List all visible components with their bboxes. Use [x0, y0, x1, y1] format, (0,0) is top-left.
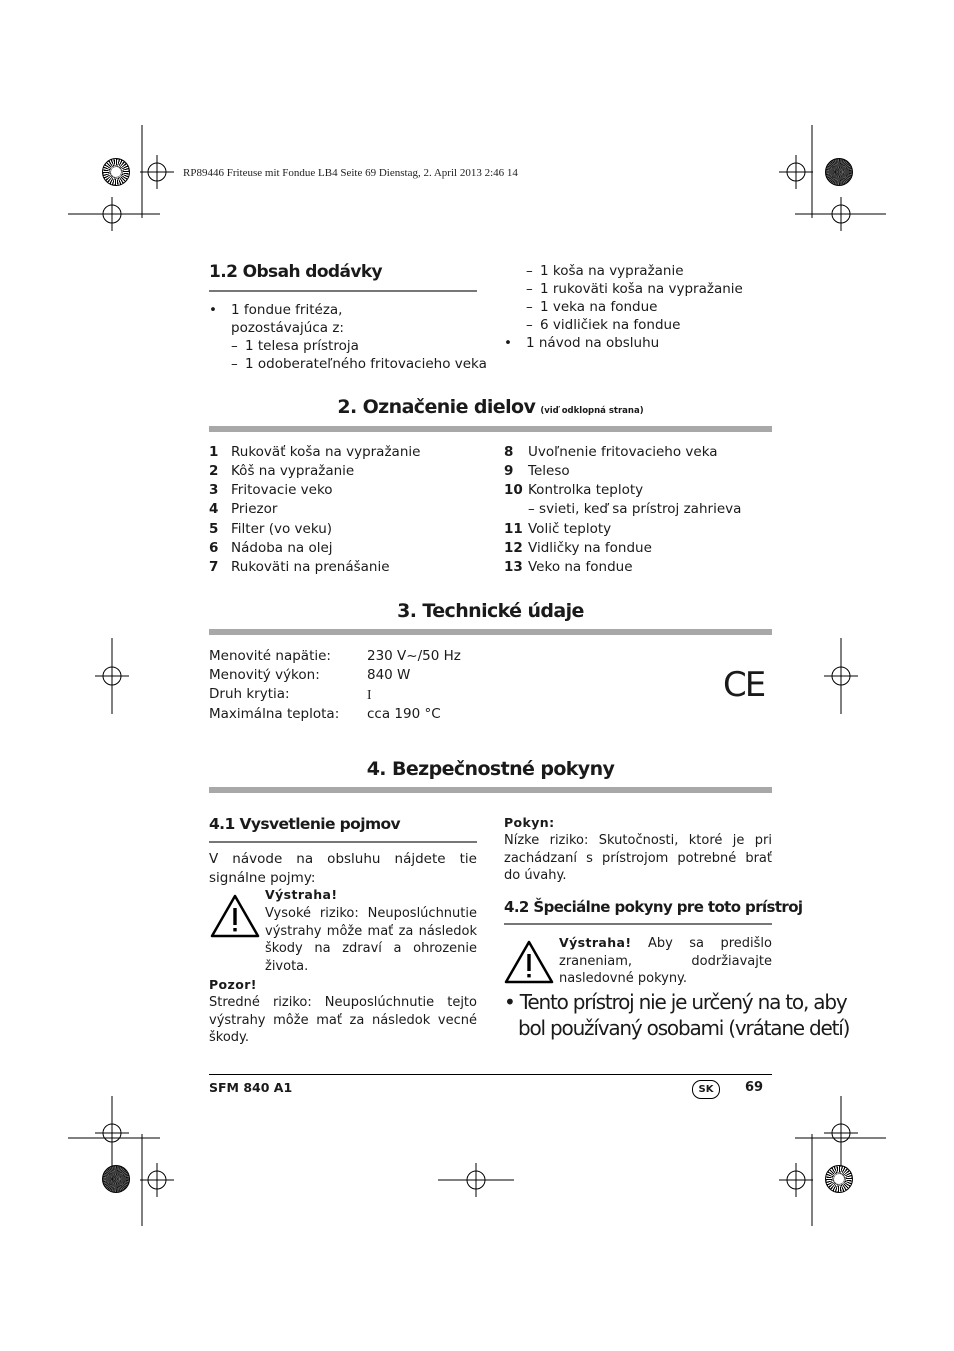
section-4-title: 4. Bezpečnostné pokyny [366, 758, 615, 780]
section-1-2-title: 1.2 Obsah dodávky [209, 262, 383, 282]
spec-label: Druh krytia: [209, 686, 290, 702]
section-bar [209, 787, 772, 793]
subsection-4-2-title: 4.2 Špeciálne pokyny pre toto prístroj [504, 898, 803, 916]
list-item: Uvoľnenie fritovacieho veka [528, 444, 718, 460]
list-item: Vidličky na fondue [528, 540, 652, 556]
list-item: pozostávajúca z: [231, 320, 344, 336]
section-2-heading [209, 396, 772, 418]
footer-rule [209, 1074, 772, 1075]
model-number: SFM 840 A1 [209, 1080, 293, 1095]
list-item: Veko na fondue [528, 559, 633, 575]
special-warning [559, 934, 772, 988]
spec-label: Menovitý výkon: [209, 667, 320, 683]
subsection-rule [209, 841, 477, 843]
warning-label: Výstraha! [559, 935, 632, 950]
list-item: 1 telesa prístroja [245, 338, 359, 354]
list-item: 1 koša na vypražanie [540, 263, 684, 279]
list-item: Kôš na vypražanie [231, 463, 355, 479]
language-badge: SK [692, 1080, 720, 1099]
safety-bullet-line: • Tento prístroj nie je určený na to, aby [504, 990, 847, 1014]
list-item: Volič teploty [528, 521, 612, 537]
list-item: 1 veka na fondue [540, 299, 658, 315]
color-target-icon [825, 1165, 853, 1193]
list-item: Priezor [231, 501, 278, 517]
section-3-title: 3. Technické údaje [397, 600, 584, 622]
list-item: Rukoväť koša na vypražanie [231, 444, 421, 460]
list-item: Teleso [528, 463, 570, 479]
spec-label: Maximálna teplota: [209, 706, 340, 722]
target-left-upper [95, 197, 129, 231]
list-item: 6 vidličiek na fondue [540, 317, 681, 333]
warning-label: Výstraha! [265, 887, 338, 902]
warning-triangle-icon [210, 894, 260, 938]
color-target-icon [102, 1165, 130, 1193]
spec-value: 230 V~/50 Hz [367, 648, 461, 664]
list-item: Filter (vo veku) [231, 521, 333, 537]
list-item: Nádoba na olej [231, 540, 333, 556]
list-item: 1 rukoväti koša na vypražanie [540, 281, 743, 297]
list-item: Fritovacie veko [231, 482, 333, 498]
section-bar [209, 426, 772, 432]
section-2-title: 2. Označenie dielov [337, 396, 536, 418]
list-item: Kontrolka teploty [528, 482, 644, 498]
warning-triangle-icon [504, 940, 554, 984]
warning-text: Aby sa predišlo zraneniam, dodržiavajte nasledovné pokyny. [559, 936, 772, 986]
color-target-icon [102, 158, 130, 186]
caution-label: Pozor! [209, 977, 257, 992]
caution-text: Stredné riziko: Neuposlúchnutie tejto výstrahy môže mať za následok vecné škody. [209, 995, 477, 1045]
spec-label: Menovité napätie: [209, 648, 331, 664]
subsection-rule [504, 923, 772, 925]
section-2-title-note: (viď odklopná strana) [540, 406, 644, 416]
safety-bullet-line: bol používaný osobami (vrátane detí) [518, 1016, 850, 1040]
print-header-line: RP89446 Friteuse mit Fondue LB4 Seite 69 Dienstag, 2. April 2013 2:46 14 [183, 167, 518, 179]
list-item: 1 návod na obsluhu [526, 335, 660, 351]
ce-mark-icon: CE [723, 665, 765, 705]
subsection-rule [209, 290, 477, 292]
spec-value: I [367, 687, 372, 702]
target-top-left [140, 155, 174, 189]
spec-value: 840 W [367, 667, 411, 683]
note-label: Pokyn: [504, 815, 555, 830]
list-item: 1 odoberateľného fritovacieho veka [245, 356, 487, 372]
safety-bullet [504, 989, 849, 1041]
warning-text: Vysoké riziko: Neuposlúchnutie výstrahy môže mať za následok škody na zdraví a ohrozenie života. [265, 906, 477, 974]
page-number: 69 [745, 1080, 764, 1095]
list-item: – svieti, keď sa prístroj zahrieva [528, 501, 742, 517]
subsection-4-1-title: 4.1 Vysvetlenie pojmov [209, 815, 401, 833]
list-item: Rukoväti na prenášanie [231, 559, 390, 575]
section-bar [209, 629, 772, 635]
list-item: 1 fondue fritéza, [231, 302, 343, 318]
color-target-icon [825, 158, 853, 186]
spec-value: cca 190 °C [367, 706, 441, 722]
signal-words-intro: V návode na obsluhu nájdete tie signálne pojmy: [209, 851, 477, 886]
note-text: Nízke riziko: Skutočnosti, ktoré je pri zachádzaní s prístrojom potrebné brať do úvahy. [504, 833, 772, 883]
